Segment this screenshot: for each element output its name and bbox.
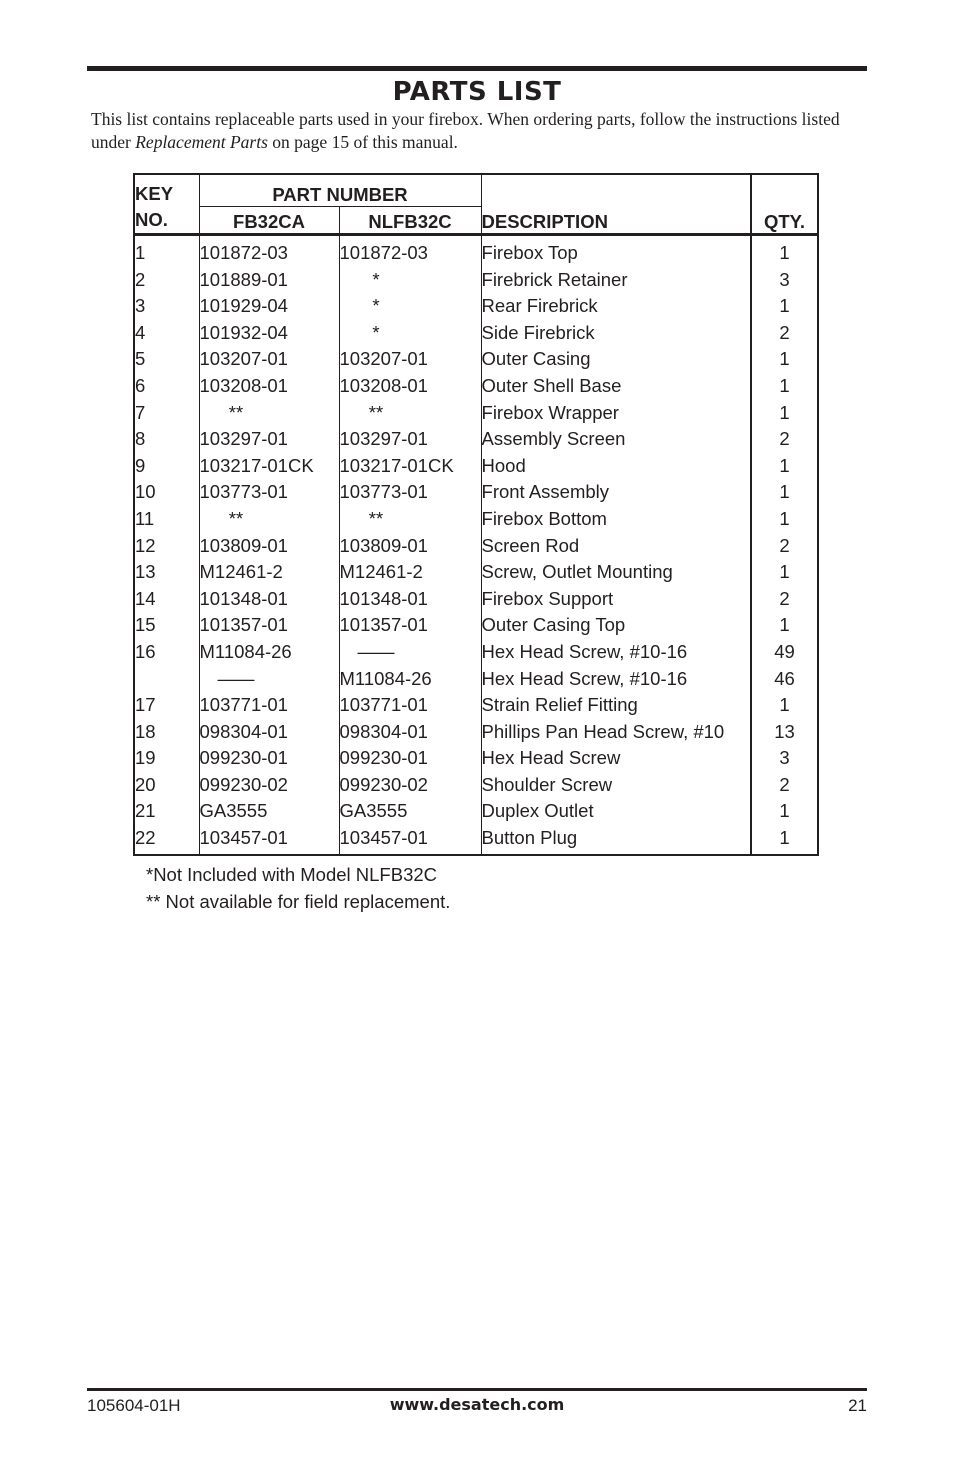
cell-qty: 2 [779,321,790,343]
cell-qty: 46 [774,667,795,689]
cell-nlfb32c: GA3555 [339,798,481,825]
footer-website: www.desatech.com [389,1395,565,1414]
cell-qty: 1 [779,800,790,822]
table-row [134,798,818,825]
cell-nlfb32c: 103208-01 [339,373,481,400]
cell-description: Rear Firebrick [481,293,751,320]
cell-qty: 49 [774,640,795,662]
cell-description: Firebox Bottom [481,506,751,533]
cell-qty: 1 [779,401,790,423]
cell-fb32ca: 103207-01 [199,346,339,373]
cell-fb32ca: 101929-04 [199,293,339,320]
cell-nlfb32c: —— [339,639,481,666]
cell-nlfb32c: 101357-01 [339,612,481,639]
table-row [134,400,818,427]
cell-nlfb32c: 103809-01 [339,533,481,560]
cell-qty: 1 [779,295,790,317]
cell-key: 19 [134,745,199,772]
cell-nlfb32c: M12461-2 [339,559,481,586]
cell-key: 13 [134,559,199,586]
cell-description: Firebox Top [481,235,751,267]
cell-fb32ca: 099230-01 [199,745,339,772]
cell-fb32ca: M11084-26 [199,639,339,666]
table-row [134,559,818,586]
cell-description: Outer Shell Base [481,373,751,400]
cell-nlfb32c: 103773-01 [339,479,481,506]
cell-nlfb32c: 101872-03 [339,235,481,267]
cell-fb32ca: 103217-01CK [199,453,339,480]
cell-qty: 1 [779,348,790,370]
cell-fb32ca: 103457-01 [199,825,339,855]
table-row [134,612,818,639]
cell-qty: 1 [779,694,790,716]
table-row [134,267,818,294]
footnote-not-available: ** Not available for field replacement. [146,891,451,912]
cell-nlfb32c: 101348-01 [339,586,481,613]
table-row [134,692,818,719]
intro-text-end: on page 15 of this manual. [267,132,458,152]
cell-key: 6 [134,373,199,400]
table-row [134,479,818,506]
header-part-number: PART NUMBER [199,174,481,207]
cell-key: 9 [134,453,199,480]
cell-nlfb32c: 099230-01 [339,745,481,772]
cell-description: Button Plug [481,825,751,855]
cell-nlfb32c: 103207-01 [339,346,481,373]
cell-fb32ca: ** [199,400,339,427]
cell-fb32ca: ** [199,506,339,533]
table-row [134,825,818,855]
table-row [134,293,818,320]
cell-qty: 13 [774,720,795,742]
bottom-rule [87,1388,867,1391]
header-model-fb32ca: FB32CA [199,207,339,235]
footnote-not-included: *Not Included with Model NLFB32C [146,864,438,885]
cell-fb32ca: 098304-01 [199,719,339,746]
cell-key: 18 [134,719,199,746]
table-row [134,346,818,373]
cell-description: Firebox Wrapper [481,400,751,427]
cell-description: Side Firebrick [481,320,751,347]
cell-description: Hex Head Screw, #10-16 [481,639,751,666]
cell-qty: 2 [779,773,790,795]
cell-fb32ca: 099230-02 [199,772,339,799]
cell-fb32ca: 103771-01 [199,692,339,719]
cell-fb32ca: GA3555 [199,798,339,825]
cell-qty: 3 [779,268,790,290]
page-title: PARTS LIST [392,77,562,107]
cell-key: 22 [134,825,199,855]
cell-nlfb32c: M11084-26 [339,666,481,693]
cell-fb32ca: 103809-01 [199,533,339,560]
parts-table-body [134,235,818,855]
header-description: DESCRIPTION [481,174,751,235]
cell-nlfb32c: 103771-01 [339,692,481,719]
cell-qty: 1 [779,481,790,503]
cell-fb32ca: 101872-03 [199,235,339,267]
cell-fb32ca: 101348-01 [199,586,339,613]
cell-description: Outer Casing Top [481,612,751,639]
cell-description: Phillips Pan Head Screw, #10 [481,719,751,746]
footer-doc-number: 105604-01H [87,1396,181,1415]
cell-description: Front Assembly [481,479,751,506]
cell-key: 11 [134,506,199,533]
header-qty: QTY. [751,174,818,235]
table-row [134,320,818,347]
intro-italic-reference: Replacement Parts [135,132,268,152]
cell-key: 10 [134,479,199,506]
cell-fb32ca: 103208-01 [199,373,339,400]
cell-qty: 1 [779,827,790,849]
cell-description: Shoulder Screw [481,772,751,799]
cell-qty: 1 [779,561,790,583]
cell-key: 17 [134,692,199,719]
cell-key: 20 [134,772,199,799]
table-row [134,533,818,560]
cell-qty: 1 [779,507,790,529]
footer-page-number: 21 [848,1396,867,1415]
table-row [134,426,818,453]
cell-description: Duplex Outlet [481,798,751,825]
cell-fb32ca: 103773-01 [199,479,339,506]
cell-fb32ca: 103297-01 [199,426,339,453]
cell-description: Strain Relief Fitting [481,692,751,719]
cell-fb32ca: —— [199,666,339,693]
cell-nlfb32c: 103217-01CK [339,453,481,480]
cell-nlfb32c: ** [339,506,481,533]
cell-description: Screen Rod [481,533,751,560]
table-row [134,235,818,267]
cell-qty: 1 [779,242,790,263]
top-rule [87,66,867,71]
cell-description: Hood [481,453,751,480]
cell-key: 2 [134,267,199,294]
cell-nlfb32c: 103457-01 [339,825,481,855]
header-model-nlfb32c: NLFB32C [339,207,481,235]
cell-description: Firebrick Retainer [481,267,751,294]
cell-key: 4 [134,320,199,347]
cell-key: 14 [134,586,199,613]
cell-qty: 1 [779,374,790,396]
cell-key: 8 [134,426,199,453]
table-row [134,373,818,400]
cell-key: 1 [134,235,199,267]
cell-qty: 1 [779,614,790,636]
cell-key: 12 [134,533,199,560]
cell-qty: 1 [779,454,790,476]
table-row [134,506,818,533]
cell-fb32ca: 101889-01 [199,267,339,294]
cell-key: 5 [134,346,199,373]
cell-fb32ca: 101357-01 [199,612,339,639]
cell-nlfb32c: * [339,267,481,294]
intro-text: This list contains replaceable parts used in your firebox. When ordering parts, follow the instructions listed under [91,109,840,152]
cell-key [134,666,199,693]
table-row [134,453,818,480]
table-row [134,719,818,746]
table-row [134,586,818,613]
cell-description: Hex Head Screw, #10-16 [481,666,751,693]
cell-nlfb32c: 099230-02 [339,772,481,799]
cell-qty: 3 [779,747,790,769]
cell-description: Hex Head Screw [481,745,751,772]
cell-nlfb32c: ** [339,400,481,427]
cell-description: Firebox Support [481,586,751,613]
header-key-no: KEY NO. [134,174,199,235]
cell-fb32ca: 101932-04 [199,320,339,347]
cell-qty: 2 [779,428,790,450]
cell-key: 15 [134,612,199,639]
cell-key: 3 [134,293,199,320]
cell-key: 21 [134,798,199,825]
table-row [134,666,818,693]
cell-key: 16 [134,639,199,666]
table-row [134,745,818,772]
cell-nlfb32c: * [339,320,481,347]
cell-description: Outer Casing [481,346,751,373]
table-row [134,772,818,799]
cell-nlfb32c: * [339,293,481,320]
cell-fb32ca: M12461-2 [199,559,339,586]
cell-nlfb32c: 098304-01 [339,719,481,746]
parts-table [133,173,819,856]
cell-description: Assembly Screen [481,426,751,453]
table-row [134,639,818,666]
intro-paragraph [91,108,871,154]
cell-key: 7 [134,400,199,427]
cell-nlfb32c: 103297-01 [339,426,481,453]
cell-description: Screw, Outlet Mounting [481,559,751,586]
cell-qty: 2 [779,534,790,556]
cell-qty: 2 [779,587,790,609]
